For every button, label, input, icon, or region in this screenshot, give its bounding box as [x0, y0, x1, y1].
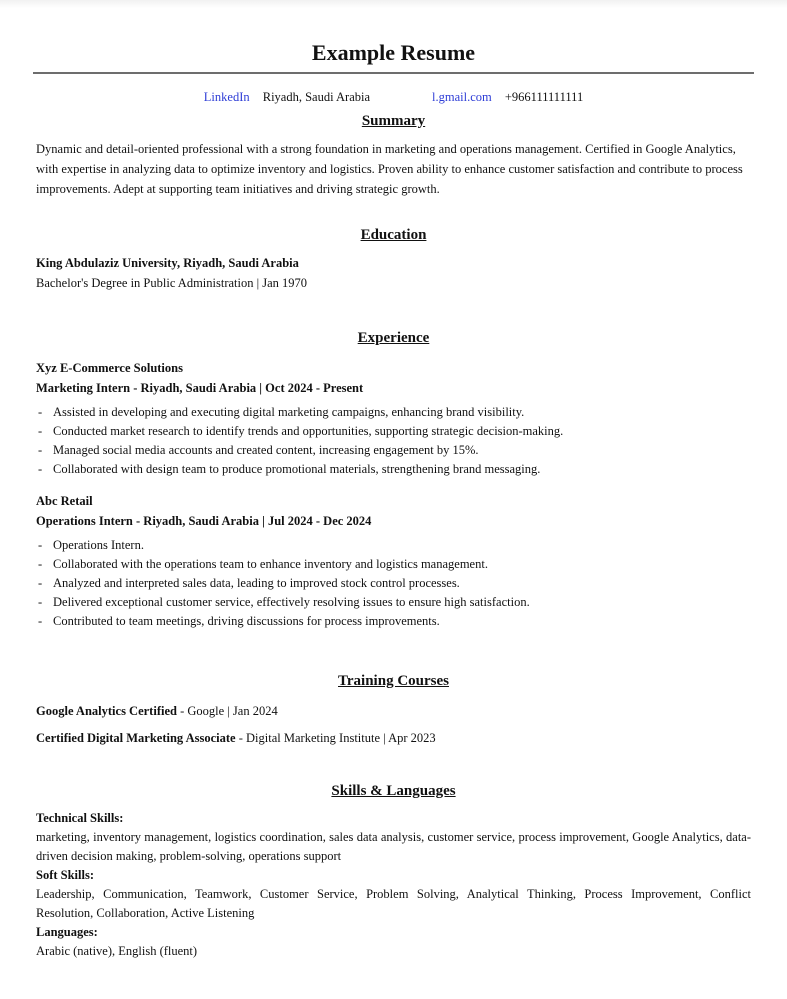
phone-text: +966111111111 — [504, 90, 584, 104]
job-company: Xyz E-Commerce Solutions — [36, 361, 183, 375]
job-role: Marketing Intern - Riyadh, Saudi Arabia | Oct 2024 - Present — [36, 381, 364, 395]
job-role: Operations Intern - Riyadh, Saudi Arabia | Jul 2024 - Dec 2024 — [36, 514, 372, 528]
job-bullets — [36, 536, 751, 631]
course-name: Certified Digital Marketing Associate — [36, 731, 236, 745]
soft-skills-text: Leadership, Communication, Teamwork, Customer Service, Problem Solving, Analytical Thinking, Process Improvement, Conflict Resolution, Collaboration, Active Listening — [36, 887, 751, 920]
list-item: - Analyzed and interpreted sales data, leading to improved stock control processes. — [36, 574, 751, 593]
email-link[interactable]: l.gmail.com — [432, 90, 492, 104]
page-top-shadow — [0, 0, 787, 8]
soft-skills-label: Soft Skills: — [36, 868, 95, 882]
skills-heading: Skills & Languages — [331, 783, 456, 799]
training-heading: Training Courses — [338, 673, 449, 689]
list-item: - Operations Intern. — [36, 536, 751, 555]
education-heading: Education — [360, 227, 427, 243]
job-bullets — [36, 403, 751, 479]
job-entry — [36, 358, 751, 479]
course-detail: - Google | Jan 2024 — [176, 704, 278, 718]
languages-text: Arabic (native), English (fluent) — [36, 944, 198, 958]
list-item: - Collaborated with the operations team to enhance inventory and logistics management. — [36, 555, 751, 574]
contact-line — [36, 89, 751, 105]
resume-title: Example Resume — [311, 40, 476, 65]
list-item: - Conducted market research to identify trends and opportunities, supporting strategic decision-making. — [36, 422, 751, 441]
job-entry — [36, 491, 751, 631]
location-text: Riyadh, Saudi Arabia — [262, 90, 371, 104]
training-course — [36, 701, 751, 721]
list-item: - Delivered exceptional customer service, effectively resolving issues to ensure high satisfaction. — [36, 593, 751, 612]
title-divider — [33, 72, 754, 74]
job-company: Abc Retail — [36, 494, 93, 508]
education-school: King Abdulaziz University, Riyadh, Saudi Arabia — [36, 256, 299, 270]
summary-heading: Summary — [361, 113, 426, 129]
education-degree: Bachelor's Degree in Public Administration | Jan 1970 — [36, 276, 308, 290]
linkedin-link[interactable]: LinkedIn — [203, 90, 250, 104]
list-item: - Managed social media accounts and created content, increasing engagement by 15%. — [36, 441, 751, 460]
summary-text: Dynamic and detail-oriented professional with a strong foundation in marketing and operations management. Certified in Google Analytics, with expertise in analyzing data to optimize inventory and logistics. Proven ability to enhance customer satisfaction and contribute to process improvements. Adept at supporting team initiatives and driving strategic growth. — [36, 142, 743, 196]
technical-skills-text: marketing, inventory management, logistics coordination, sales data analysis, customer service, process improvement, Google Analytics, data-driven decision making, problem-solving, operations support — [36, 830, 751, 863]
list-item: - Collaborated with design team to produce promotional materials, strengthening brand messaging. — [36, 460, 751, 479]
list-item: - Assisted in developing and executing digital marketing campaigns, enhancing brand visibility. — [36, 403, 751, 422]
training-course — [36, 728, 751, 748]
languages-label: Languages: — [36, 925, 98, 939]
technical-skills-label: Technical Skills: — [36, 811, 124, 825]
experience-heading: Experience — [357, 330, 430, 346]
list-item: - Contributed to team meetings, driving discussions for process improvements. — [36, 612, 751, 631]
course-name: Google Analytics Certified — [36, 704, 177, 718]
course-detail: - Digital Marketing Institute | Apr 2023 — [235, 731, 436, 745]
resume-page — [36, 38, 751, 961]
